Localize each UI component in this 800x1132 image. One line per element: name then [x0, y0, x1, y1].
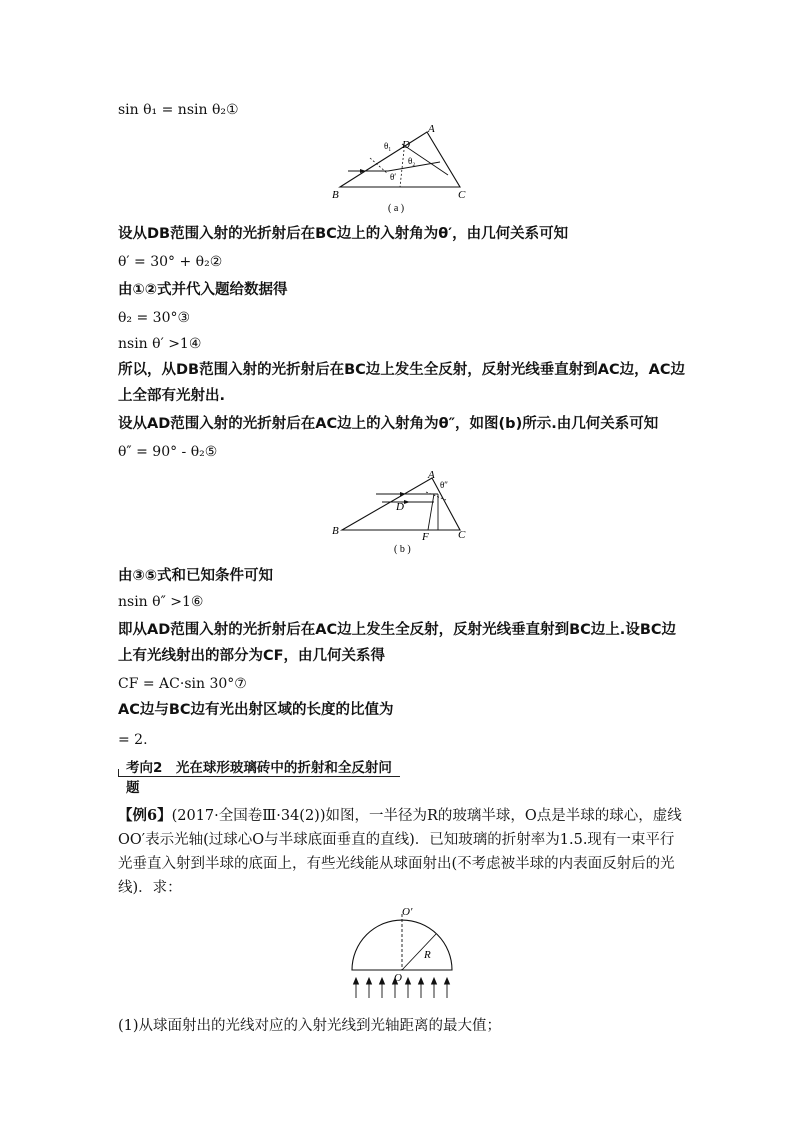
fig-b-label-D: D — [396, 501, 404, 513]
fig-c-label-O: O — [394, 972, 402, 984]
fig-c-label-R: R — [424, 949, 431, 961]
line-16: AC边与BC边有光出射区域的长度的比值为 — [118, 702, 394, 718]
line-4: 由①②式并代入题给数据得 — [118, 282, 288, 298]
line-13: 即从AD范围入射的光折射后在AC边上发生全反射，反射光线垂直射到BC边上.设BC边 — [118, 622, 677, 638]
line-7: 所以，从DB范围入射的光折射后在BC边上发生全反射，反射光线垂直射到AC边，AC边 — [118, 362, 686, 378]
fig-b-label-B: B — [332, 525, 339, 537]
fig-b-caption: ( b ) — [394, 544, 411, 555]
figure-b-triangle-diagram — [326, 466, 476, 558]
equation-3: θ₂ = 30°③ — [118, 310, 191, 326]
ratio-result: = 2. — [118, 732, 148, 748]
example-label: 【例6】 — [118, 807, 172, 824]
fig-a-label-theta2: θ₂ — [408, 156, 416, 166]
fig-a-label-B: B — [332, 189, 339, 201]
fig-b-label-theta-double-prime: θ″ — [440, 480, 449, 490]
fig-b-label-A: A — [428, 469, 435, 481]
equation-5: θ″ = 90° - θ₂⑤ — [118, 444, 218, 460]
fig-a-caption: ( a ) — [388, 203, 405, 214]
line-11: 由③⑤式和已知条件可知 — [118, 568, 274, 584]
question-1: (1)从球面射出的光线对应的入射光线到光轴距离的最大值； — [118, 1018, 502, 1034]
figure-hemisphere-diagram — [344, 904, 460, 1006]
example-text: (2017·全国卷Ⅲ·34(2))如图，一半径为R的玻璃半球，O点是半球的球心，虚线OO′表示光轴(过球心O与半球底面垂直的直线)．已知玻璃的折射率为1.5.现有一束平行光垂直入射到半球的底面上，有些光线能从球面射出(不考虑被半球的内表面反射后的光线)．求： — [118, 808, 682, 896]
equation-1: sin θ₁ = nsin θ₂① — [118, 102, 239, 118]
line-8: 上全部有光射出. — [118, 388, 226, 404]
equation-4: nsin θ′ >1④ — [118, 336, 202, 352]
fig-a-label-theta-prime: θ′ — [390, 172, 397, 182]
equation-6: nsin θ″ >1⑥ — [118, 594, 204, 610]
fig-a-label-A: A — [428, 123, 435, 135]
fig-a-label-D: D — [402, 139, 410, 151]
section-heading — [118, 754, 400, 796]
equation-2: θ′ = 30° + θ₂② — [118, 254, 223, 270]
fig-a-label-theta1: θ₁ — [384, 141, 392, 151]
fig-a-label-C: C — [458, 189, 466, 201]
figure-a-triangle-diagram — [330, 122, 480, 214]
equation-7: CF = AC·sin 30°⑦ — [118, 676, 247, 692]
fig-b-label-F: F — [422, 531, 429, 543]
section-title: 考向2 光在球形玻璃砖中的折射和全反射问题 — [126, 760, 392, 796]
line-9: 设从AD范围入射的光折射后在AC边上的入射角为θ″，如图(b)所示.由几何关系可知 — [118, 416, 659, 432]
line-14: 上有光线射出的部分为CF，由几何关系得 — [118, 648, 386, 664]
fig-c-label-O-prime: O′ — [402, 906, 413, 918]
fig-b-label-C: C — [458, 529, 466, 541]
example-paragraph — [118, 804, 686, 900]
line-2: 设从DB范围入射的光折射后在BC边上的入射角为θ′，由几何关系可知 — [118, 226, 569, 242]
